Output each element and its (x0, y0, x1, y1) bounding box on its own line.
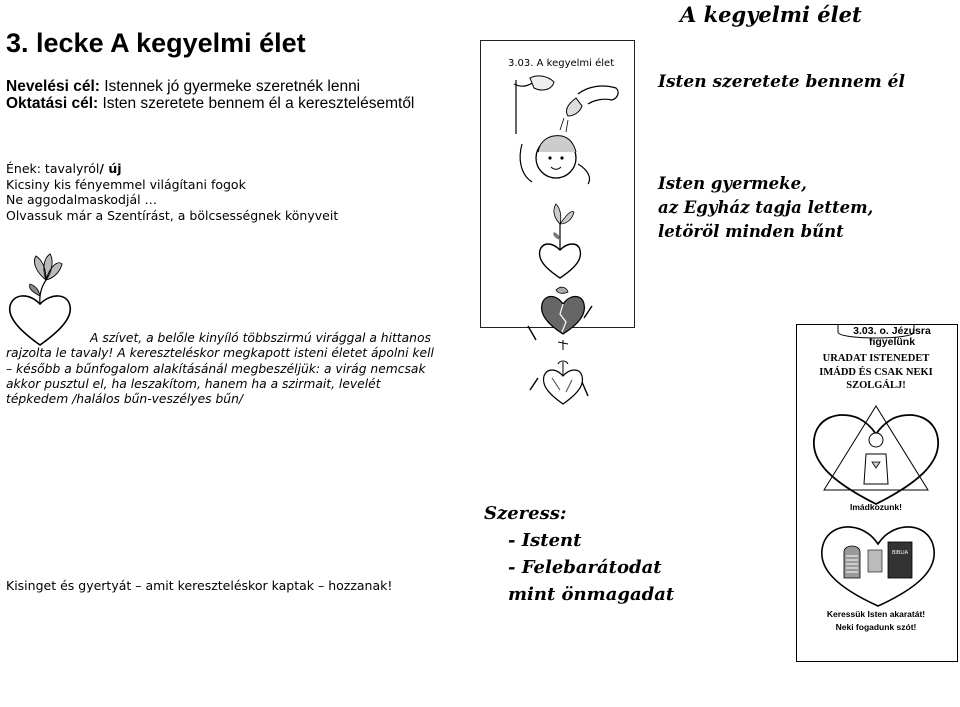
bookmark-title: 3.03. A kegyelmi élet (508, 58, 615, 69)
lesson-title: 3. lecke A kegyelmi élet (6, 28, 306, 58)
song-heading: Ének: tavalyról/ új (6, 161, 122, 176)
teaching-goal-label: Oktatási cél: (6, 95, 99, 112)
right-child-lines (658, 172, 873, 244)
right-love-line: Isten szeretete bennem él (658, 72, 905, 92)
love-item: - Istent (508, 530, 582, 551)
card-heart-tablets (816, 512, 940, 608)
broken-heart-illustration (538, 282, 588, 404)
love-item: - Felebarátodat (508, 557, 662, 578)
card-footer-line: Neki fogadunk szót! (835, 622, 917, 632)
heart-with-flower-small (538, 200, 582, 278)
card-header: 3.03. o. Jézusra figyelünk (853, 325, 931, 348)
description-line: rajzolta le tavaly! A kereszteléskor megkapott isteni életet ápolni kell (6, 346, 434, 361)
description-line: – később a bűnfogalom alakításánál megbeszéljük: a virág nemcsak (6, 361, 426, 376)
card-footer (796, 608, 956, 634)
description-line: tépkedem /halálos bűn-veszélyes bűn/ (6, 392, 244, 407)
teaching-goal (6, 95, 446, 112)
heart-description (6, 331, 476, 407)
right-heading: A kegyelmi élet (680, 2, 862, 27)
educational-goal-label: Nevelési cél: (6, 78, 100, 95)
card-heart-triangle (808, 396, 944, 506)
lesson-goals (6, 78, 446, 112)
card-motto-line: IMÁDD ÉS CSAK NEKI (819, 366, 933, 378)
right-line: Isten gyermeke, (658, 174, 807, 193)
educational-goal-text: Istennek jó gyermeke szeretnék lenni (99, 78, 361, 95)
baptism-illustration (508, 74, 628, 184)
song-item: Ne aggodalmaskodjál … (6, 192, 158, 207)
bible-label: BIBLIA (891, 550, 909, 556)
teaching-goal-text: Isten szeretete bennem él a keresztelésemtől (98, 95, 415, 112)
description-line: akkor pusztul el, ha leszakítom, hanem ha a szirmait, levelét (6, 376, 381, 391)
love-commandment (484, 500, 674, 608)
song-item: Olvassuk már a Szentírást, a bölcsességnek könyveit (6, 207, 339, 223)
description-line: A szívet, a belőle kinyíló többszirmú virággal a hittanos (90, 331, 431, 345)
educational-goal (6, 78, 446, 95)
right-line: az Egyház tagja lettem, (658, 198, 874, 217)
card-motto (796, 352, 956, 393)
love-title: Szeress: (484, 503, 567, 524)
card-pray-label: Imádkozunk! (850, 502, 902, 512)
love-item: mint önmagadat (508, 584, 675, 605)
song-item: Kicsiny kis fényemmel világítani fogok (6, 176, 246, 192)
song-list (6, 161, 338, 223)
card-motto-line: URADAT ISTENEDET (822, 353, 930, 364)
candle-instruction: Kisinget és gyertyát – amit kereszteléskor kaptak – hozzanak! (6, 578, 393, 593)
right-line: letöröl minden bűnt (658, 222, 844, 241)
card-footer-line: Keressük Isten akaratát! (826, 609, 926, 619)
card-motto-line: SZOLGÁLJ! (846, 380, 906, 391)
